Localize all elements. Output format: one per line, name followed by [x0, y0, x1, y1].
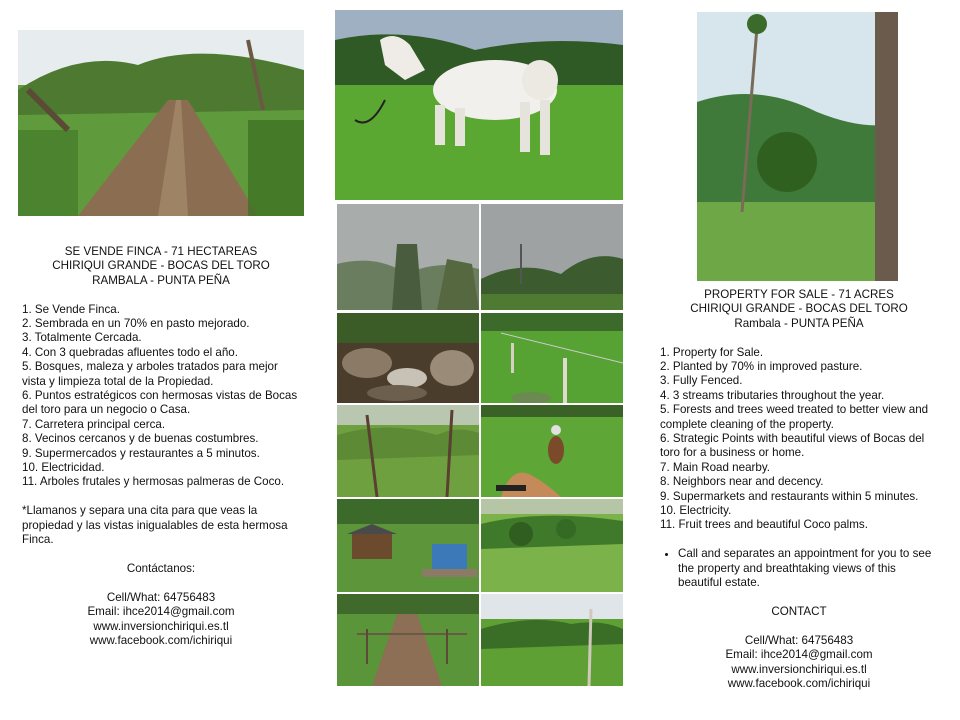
spanish-heading-line: RAMBALA - PUNTA PEÑA [92, 273, 230, 287]
photo-horse-rider [481, 405, 623, 497]
spanish-contact [22, 562, 300, 648]
photo-valley-view [337, 405, 479, 497]
list-item: 4. 3 streams tributaries throughout the year. [660, 388, 885, 402]
contact-facebook[interactable]: www.facebook.com/ichiriqui [727, 676, 871, 690]
contact-website[interactable]: www.inversionchiriqui.es.tl [93, 619, 229, 633]
english-features-list [660, 346, 938, 533]
list-item: 10. Electricity. [660, 504, 732, 518]
list-item: 5. Bosques, maleza y arboles tratados para mejor vista y limpieza total de la Propiedad. [22, 360, 278, 388]
photo-fenced-road [337, 594, 479, 686]
list-item: 9. Supermercados y restaurantes a 5 minutos. [22, 446, 260, 460]
contact-email[interactable]: Email: ihce2014@gmail.com [87, 605, 235, 619]
list-item: 2. Planted by 70% in improved pasture. [660, 360, 863, 374]
contact-facebook[interactable]: www.facebook.com/ichiriqui [89, 633, 233, 647]
list-item: 8. Vecinos cercanos y de buenas costumbres. [22, 432, 259, 446]
english-note: • Call and separates an appointment for you to see the property and breathtaking views of this beautiful estate. [678, 547, 938, 590]
english-contact [660, 605, 938, 691]
photo-misty-hills [481, 204, 623, 310]
photo-white-cow [335, 10, 623, 200]
spanish-heading-line: SE VENDE FINCA - 71 HECTAREAS [64, 245, 258, 258]
spanish-heading [22, 245, 300, 288]
list-item: 1. Property for Sale. [660, 345, 764, 359]
spanish-description [22, 245, 300, 648]
photo-palm-hillside [697, 12, 898, 281]
photo-fenced-pasture [481, 313, 623, 403]
photo-misty-forest [337, 204, 479, 310]
english-note-list [660, 547, 938, 590]
photo-stream-rocks [337, 313, 479, 403]
spanish-note: *Llamanos y separa una cita para que veas la propiedad y las vistas inigualables de esta hermosa Finca. [22, 504, 288, 547]
list-item: 9. Supermarkets and restaurants within 5 minutes. [660, 489, 919, 503]
spanish-features-list [22, 303, 300, 490]
english-heading-line: Rambala - PUNTA PEÑA [734, 316, 864, 330]
contact-title: Contáctanos: [126, 561, 196, 575]
photo-pasture-tree [481, 594, 623, 686]
list-item: 11. Fruit trees and beautiful Coco palms. [660, 518, 868, 532]
contact-phone: Cell/What: 64756483 [744, 633, 854, 647]
photo-green-hills [481, 499, 623, 592]
english-heading-line: PROPERTY FOR SALE - 71 ACRES [704, 288, 894, 301]
list-item: 3. Fully Fenced. [660, 374, 743, 388]
contact-title: CONTACT [771, 604, 827, 618]
list-item: 2. Sembrada en un 70% en pasto mejorado. [22, 317, 250, 331]
list-item: 7. Carretera principal cerca. [22, 417, 166, 431]
list-item: 10. Electricidad. [22, 461, 105, 475]
english-heading [660, 288, 938, 331]
list-item: 8. Neighbors near and decency. [660, 475, 824, 489]
spanish-heading-line: CHIRIQUI GRANDE - BOCAS DEL TORO [52, 259, 270, 273]
list-item: 1. Se Vende Finca. [22, 302, 120, 316]
list-item: 7. Main Road nearby. [660, 460, 770, 474]
contact-website[interactable]: www.inversionchiriqui.es.tl [731, 662, 867, 676]
list-item: 11. Arboles frutales y hermosas palmeras de Coco. [22, 475, 285, 489]
english-heading-line: CHIRIQUI GRANDE - BOCAS DEL TORO [690, 302, 908, 316]
photo-wooden-house [337, 499, 479, 592]
contact-phone: Cell/What: 64756483 [106, 590, 216, 604]
photo-dirt-road [18, 30, 304, 216]
list-item: 6. Puntos estratégicos con hermosas vistas de Bocas del toro para un negocio o Casa. [22, 389, 298, 417]
list-item: 3. Totalmente Cercada. [22, 331, 142, 345]
list-item: 5. Forests and trees weed treated to better view and complete cleaning of the property. [660, 403, 929, 431]
list-item: 6. Strategic Points with beautiful views of Bocas del toro for a business or home. [660, 432, 925, 460]
contact-email[interactable]: Email: ihce2014@gmail.com [725, 648, 873, 662]
english-description [660, 288, 938, 691]
list-item: 4. Con 3 quebradas afluentes todo el año. [22, 345, 238, 359]
